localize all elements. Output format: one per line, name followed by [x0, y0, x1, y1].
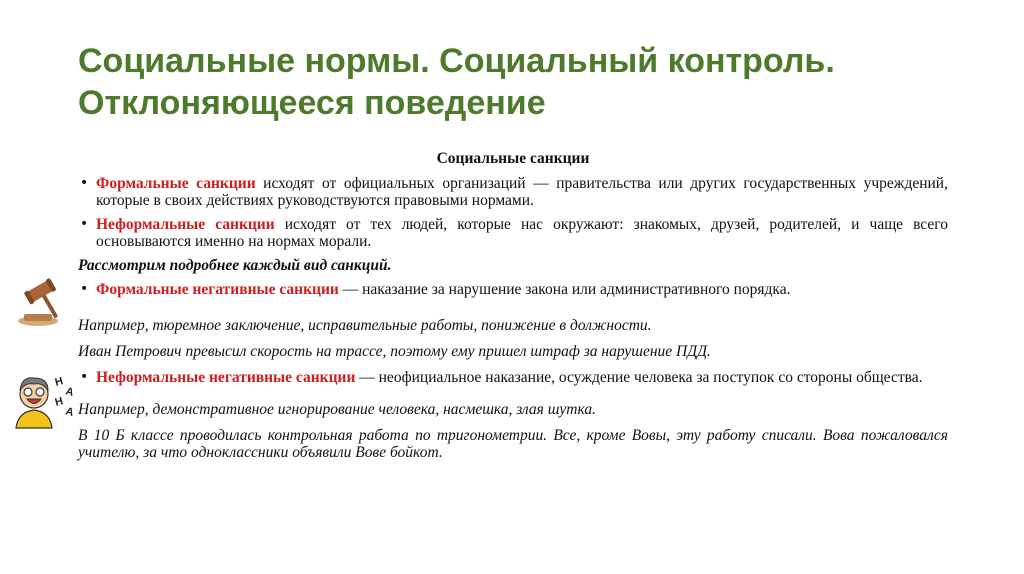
formal-negative-example-2: Иван Петрович превысил скорость на трассе, поэтому ему пришел штраф за нарушение ПДД. [78, 343, 711, 360]
formal-sanctions-text: исходят от официальных организаций — правительства или других государственных учреждений, которые в своих действиях руководствуются правовыми нормами. [96, 175, 948, 209]
bullet-informal-negative [78, 369, 948, 386]
laugh-letter-2: A [64, 385, 76, 399]
laugh-letter-3: H [53, 395, 65, 409]
informal-negative-example-2: В 10 Б классе проводилась контрольная работа по тригонометрии. Все, кроме Вовы, эту работу списали. Вова пожаловался учителю, за что одноклассники объявили Вове бойкот. [78, 427, 948, 461]
page-title: Социальные нормы. Социальный контроль. Отклоняющееся поведение [78, 42, 835, 122]
bullet-formal-sanctions [78, 175, 948, 209]
slide-content [78, 150, 948, 470]
term-formal-sanctions: Формальные санкции [96, 175, 256, 192]
laughing-person-icon [10, 372, 82, 435]
laugh-letter-1: H [53, 375, 65, 389]
bullet-informal-sanctions [78, 216, 948, 250]
formal-negative-text: — наказание за нарушение закона или административного порядка. [338, 281, 791, 298]
lead-text: Рассмотрим подробнее каждый вид санкций. [78, 257, 392, 274]
formal-negative-example-1: Например, тюремное заключение, исправительные работы, понижение в должности. [78, 317, 652, 334]
section-heading: Социальные санкции [436, 150, 590, 167]
gavel-icon [14, 278, 72, 333]
informal-negative-example-1: Например, демонстративное игнорирование человека, насмешка, злая шутка. [78, 401, 596, 418]
informal-negative-text: — неофициальное наказание, осуждение человека за поступок со стороны общества. [355, 369, 923, 386]
term-informal-negative: Неформальные негативные санкции [96, 369, 356, 386]
laugh-letter-4: A [64, 405, 76, 419]
bullet-formal-negative [78, 281, 948, 298]
term-formal-negative: Формальные негативные санкции [96, 281, 339, 298]
informal-sanctions-text: исходят от тех людей, которые нас окружают: знакомых, друзей, родителей, и чаще всего основываются именно на нормах морали. [96, 216, 948, 250]
term-informal-sanctions: Неформальные санкции [96, 216, 275, 233]
